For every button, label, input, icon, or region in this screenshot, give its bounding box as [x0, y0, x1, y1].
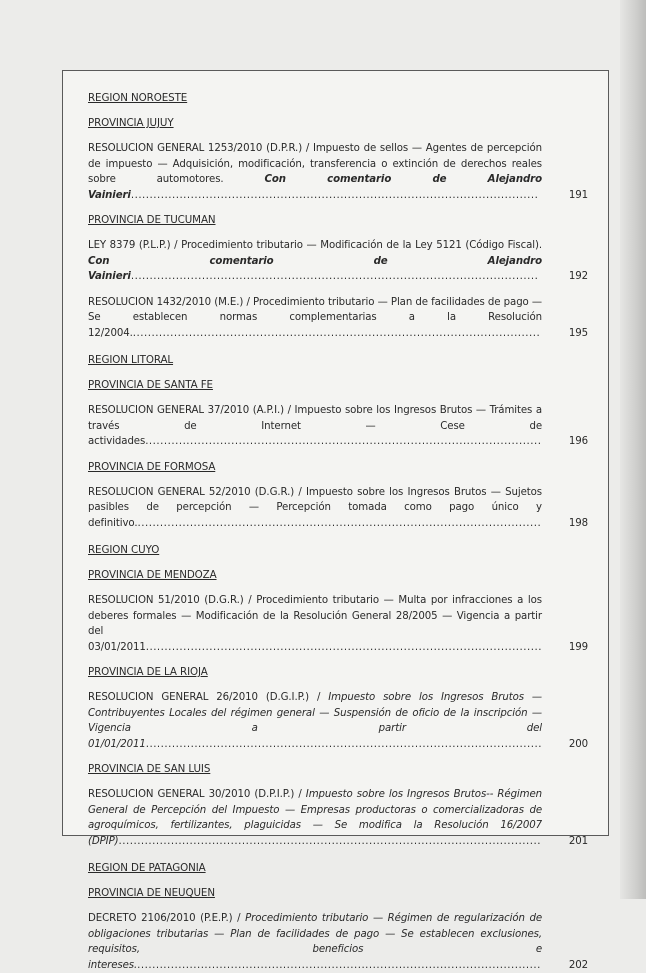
entry-title: LEY 8379 (P.L.P.) / Procedimiento tributario — Modificación de la Ley 5121 (Código Fiscal). — [88, 240, 542, 251]
index-entry — [88, 787, 572, 849]
entry-text — [88, 911, 572, 973]
entry-subject: Impuesto sobre los Ingresos Brutos-- Régimen General de Percepción del Impuesto — Empresas productoras o comercializadoras de agroquímicos, fertilizantes, plaguicidas — Se modifica la Resolución 16/2007 (DPIP) — [88, 789, 542, 847]
entry-text — [88, 141, 572, 203]
dot-leader: .......................................................................................................... — [145, 436, 541, 447]
entry-title: RESOLUCION GENERAL 30/2010 (D.P.I.P.) / — [88, 789, 302, 800]
entry-text — [88, 238, 572, 285]
page-number: 200 — [560, 737, 588, 753]
index-entry — [88, 593, 572, 655]
index-entry — [88, 690, 572, 752]
region-heading: REGION DE PATAGONIA — [88, 861, 572, 876]
entry-title: RESOLUCION GENERAL 37/2010 (A.P.I.) / Impuesto sobre los Ingresos Brutos — Trámites a través de Internet — Cese de actividades — [88, 405, 542, 447]
entry-text — [88, 295, 572, 342]
dot-leader: ............................................................................................................ — [137, 518, 541, 529]
entry-title: RESOLUCION 51/2010 (D.G.R.) / Procedimiento tributario — Multa por infracciones a los deberes formales — Modificación de la Resolución General 28/2005 — Vigencia a partir del 03/01/2011 — [88, 595, 542, 653]
province-heading: PROVINCIA JUJUY — [88, 116, 572, 131]
page-number: 191 — [560, 188, 588, 204]
province-heading: PROVINCIA DE TUCUMAN — [88, 213, 572, 228]
dot-leader: .......................................................................................................... — [146, 642, 542, 653]
page-number: 196 — [560, 434, 588, 450]
entry-text — [88, 403, 572, 450]
entry-title: RESOLUCION GENERAL 52/2010 (D.G.R.) / Impuesto sobre los Ingresos Brutos — Sujetos pasibles de percepción — Percepción tomada como pago único y definitivo. — [88, 487, 542, 529]
dot-leader: ................................................................................................................. — [119, 836, 541, 847]
page-number: 202 — [560, 958, 588, 973]
entry-subject: Procedimiento tributario — Régimen de regularización de obligaciones tributarias — Plan de facilidades de pago — Se establecen exclusiones, requisitos, beneficios e intereses. — [88, 913, 542, 971]
index-entry — [88, 238, 572, 285]
region-heading: REGION NOROESTE — [88, 91, 572, 106]
province-heading: PROVINCIA DE NEUQUEN — [88, 886, 572, 901]
dot-leader: ............................................................................................................ — [137, 960, 541, 971]
dot-leader: ............................................................................................................. — [133, 328, 540, 339]
region-heading: REGION CUYO — [88, 543, 572, 558]
region-heading: REGION LITORAL — [88, 353, 572, 368]
entry-comment: Con comentario de Alejandro Vainieri — [88, 174, 542, 201]
province-heading: PROVINCIA DE MENDOZA — [88, 568, 572, 583]
index-entry — [88, 911, 572, 973]
entry-subject: Impuesto sobre los Ingresos Brutos — Contribuyentes Locales del régimen general — Suspensión de oficio de la inscripción — Vigencia a partir del 01/01/2011 — [88, 692, 542, 750]
index-entry — [88, 295, 572, 342]
index-content — [88, 91, 572, 973]
dot-leader: .......................................................................................................... — [146, 739, 542, 750]
dot-leader: ............................................................................................................. — [131, 271, 538, 282]
index-entry — [88, 141, 572, 203]
province-heading: PROVINCIA DE SANTA FE — [88, 378, 572, 393]
entry-text — [88, 593, 572, 655]
entry-text — [88, 485, 572, 532]
page-edge-shadow — [620, 0, 646, 899]
page-number: 199 — [560, 640, 588, 656]
page-number: 201 — [560, 834, 588, 850]
entry-title: RESOLUCION GENERAL 26/2010 (D.G.I.P.) / — [88, 692, 320, 703]
entry-title: DECRETO 2106/2010 (P.E.P.) / — [88, 913, 240, 924]
dot-leader: ............................................................................................................. — [131, 190, 538, 201]
page-number: 192 — [560, 269, 588, 285]
entry-text — [88, 690, 572, 752]
page-number: 198 — [560, 516, 588, 532]
entry-comment: Con comentario de Alejandro Vainieri — [88, 256, 542, 283]
index-entry — [88, 403, 572, 450]
entry-title: RESOLUCION 1432/2010 (M.E.) / Procedimiento tributario — Plan de facilidades de pago — Se establecen normas complementarias a la Resolución 12/2004. — [88, 297, 542, 339]
province-heading: PROVINCIA DE LA RIOJA — [88, 665, 572, 680]
index-entry — [88, 485, 572, 532]
province-heading: PROVINCIA DE SAN LUIS — [88, 762, 572, 777]
entry-text — [88, 787, 572, 849]
page-number: 195 — [560, 326, 588, 342]
province-heading: PROVINCIA DE FORMOSA — [88, 460, 572, 475]
entry-title: RESOLUCION GENERAL 1253/2010 (D.P.R.) / Impuesto de sellos — Agentes de percepción de impuesto — Adquisición, modificación, transferencia o extinción de derechos reales sobre automotores. — [88, 143, 542, 185]
